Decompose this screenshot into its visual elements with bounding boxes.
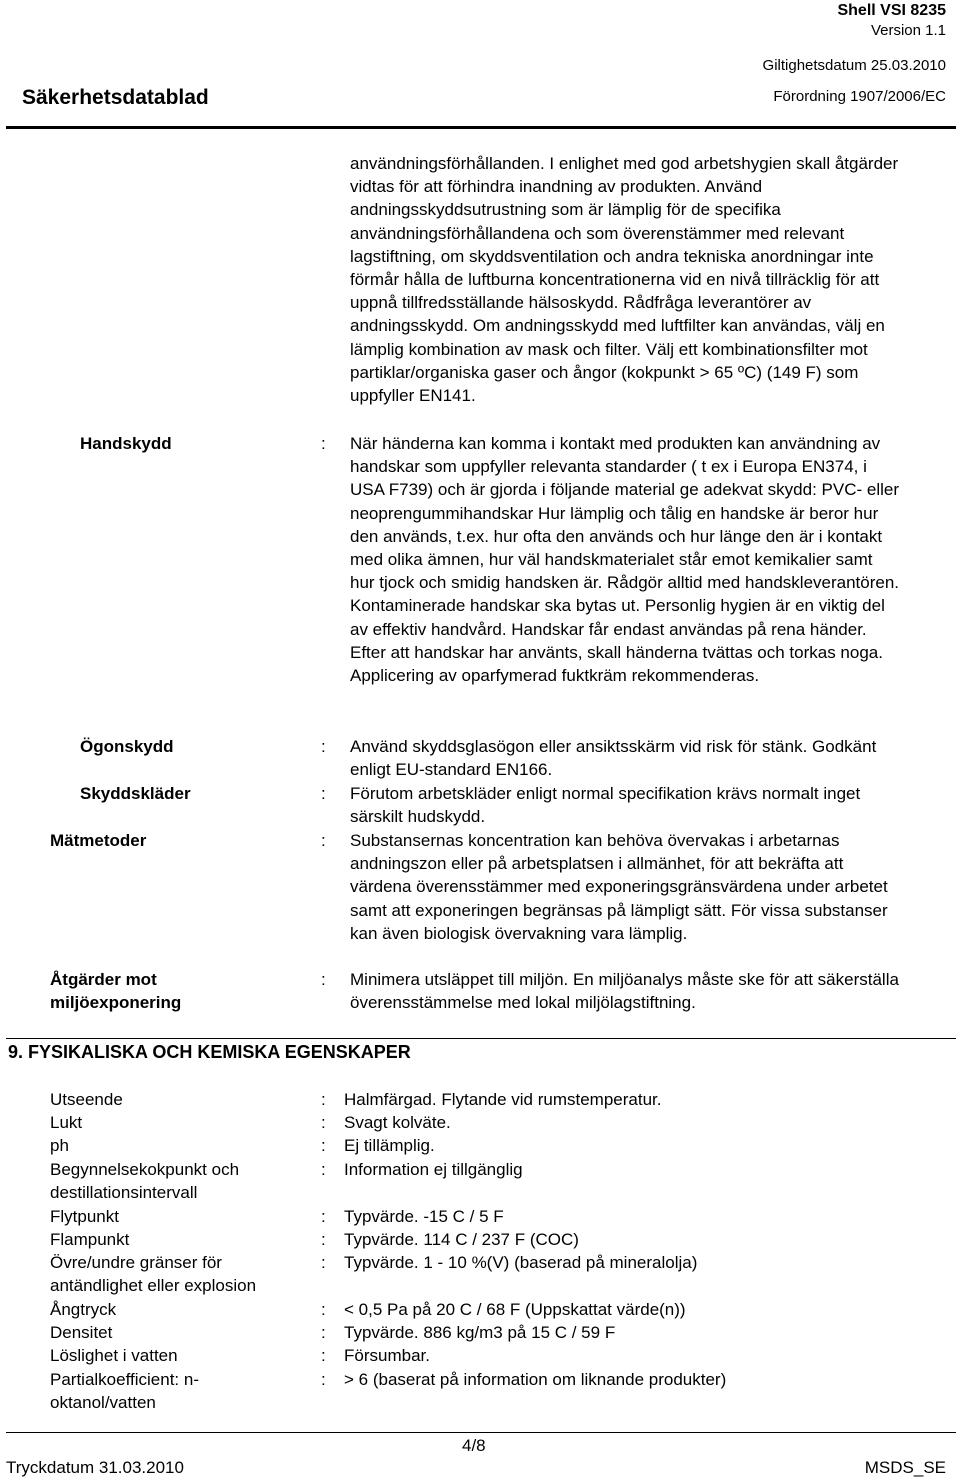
measurement-text: Substansernas koncentration kan behöva övervakas i arbetarnas andningszon eller på arbetsplatsen i allmänhet, för att bekräfta att värdena överensstämmer med exponeringsgränsvärdena under arbetet samt att exponeringen begränsas på lämpligt sätt. För vissa substanser kan även biologisk övervakning vara lämplig.	[350, 831, 888, 943]
property-label: Lukt	[50, 1113, 83, 1132]
section-title: 9. FYSIKALISKA OCH KEMISKA EGENSKAPER	[8, 1042, 411, 1062]
property-label: Löslighet i vatten	[50, 1346, 178, 1365]
validity-date: Giltighetsdatum 25.03.2010	[762, 57, 946, 74]
property-colon: :	[321, 1253, 326, 1272]
property-value: Svagt kolväte.	[344, 1113, 451, 1132]
section-divider	[6, 1038, 956, 1039]
property-label: Begynnelsekokpunkt och destillationsintervall	[50, 1160, 240, 1203]
hand-protection-text: När händerna kan komma i kontakt med produkten kan användning av handskar som uppfyller relevanta standarder ( t ex i Europa EN374, i USA F739) och är gjorda i följande material ge adekvat skydd: PVC- eller neoprengummihandskar Hur lämplig och tålig en handske är beror hur den används, t.ex. hur ofta den används och hur länge den är i kontakt med olika ämnen, hur väl handskmaterialet står emot kemikalier samt hur tjock och smidig handsken är. Rådgör alltid med handskleverantören. Kontaminerade handskar ska bytas ut. Personlig hygien är en viktig del av effektiv handvård. Handskar får endast användas på rena händer. Efter att handskar har använts, skall händerna tvättas och torkas noga. Applicering av oparfymerad fuktkräm rekommenderas.	[350, 434, 900, 686]
property-label: Partialkoefficient: n-oktanol/vatten	[50, 1370, 199, 1413]
property-label: Densitet	[50, 1323, 113, 1342]
eye-protection-colon: :	[321, 737, 326, 756]
property-label: Ångtryck	[50, 1300, 117, 1319]
property-colon: :	[321, 1230, 326, 1249]
property-colon: :	[321, 1207, 326, 1226]
print-date: Tryckdatum 31.03.2010	[6, 1458, 184, 1477]
property-colon: :	[321, 1090, 326, 1109]
document-title: Säkerhetsdatablad	[22, 86, 209, 109]
page-number: 4/8	[462, 1436, 486, 1455]
version: Version 1.1	[870, 22, 946, 39]
environmental-colon: :	[321, 970, 326, 989]
measurement-colon: :	[321, 831, 326, 850]
clothing-protection-text: Förutom arbetskläder enligt normal specifikation krävs normalt inget särskilt hudskydd.	[350, 784, 861, 827]
property-value: Typvärde. 886 kg/m3 på 15 C / 59 F	[344, 1323, 616, 1342]
property-value: Halmfärgad. Flytande vid rumstemperatur.	[344, 1090, 662, 1109]
measurement-label: Mätmetoder	[50, 831, 147, 850]
regulation: Förordning 1907/2006/EC	[773, 88, 946, 105]
property-value: Ej tillämplig.	[344, 1136, 435, 1155]
property-label: ph	[50, 1136, 69, 1155]
property-colon: :	[321, 1370, 326, 1389]
clothing-protection-label: Skyddskläder	[80, 784, 191, 803]
property-value: Typvärde. -15 C / 5 F	[344, 1207, 504, 1226]
respiratory-protection-text: användningsförhållanden. I enlighet med god arbetshygien skall åtgärder vidtas för att förhindra inandning av produkten. Använd andningsskyddsutrustning som är lämplig för de specifika användningsförhållandena och som överenstämmer med relevant lagstiftning, om skyddsventilation och andra tekniska anordningar inte förmår hålla de luftburna koncentrationerna vid en nivå tillräcklig för att uppnå tillfredsställande hälsoskydd. Rådfråga leverantörer av andningsskydd. Om andningsskydd med luftfilter kan användas, välj en lämplig kombination av mask och filter. Välj ett kombinationsfilter mot partiklar/organiska gaser och ångor (kokpunkt > 65 ºC) (149 F) som uppfyller EN141.	[350, 154, 899, 406]
hand-protection-label: Handskydd	[80, 434, 172, 453]
property-value: > 6 (baserat på information om liknande produkter)	[344, 1370, 727, 1389]
product-name: Shell VSI 8235	[837, 2, 946, 19]
clothing-protection-colon: :	[321, 784, 326, 803]
footer-divider	[6, 1432, 956, 1433]
document-id: MSDS_SE	[864, 1458, 946, 1477]
header-divider	[6, 126, 956, 129]
property-value: Försumbar.	[344, 1346, 430, 1365]
environmental-text: Minimera utsläppet till miljön. En miljöanalys måste ske för att säkerställa överensstämmelse med lokal miljölagstiftning.	[350, 970, 899, 1013]
property-colon: :	[321, 1300, 326, 1319]
property-colon: :	[321, 1160, 326, 1179]
property-value: Typvärde. 114 C / 237 F (COC)	[344, 1230, 579, 1249]
eye-protection-label: Ögonskydd	[80, 737, 174, 756]
property-label: Flytpunkt	[50, 1207, 119, 1226]
property-value: < 0,5 Pa på 20 C / 68 F (Uppskattat värde(n))	[344, 1300, 686, 1319]
property-value: Typvärde. 1 - 10 %(V) (baserad på mineralolja)	[344, 1253, 698, 1272]
property-label: Övre/undre gränser för antändlighet eller explosion	[50, 1253, 257, 1296]
environmental-label: Åtgärder mot miljöexponering	[50, 970, 182, 1013]
property-colon: :	[321, 1136, 326, 1155]
hand-protection-colon: :	[321, 434, 326, 453]
property-colon: :	[321, 1323, 326, 1342]
property-colon: :	[321, 1113, 326, 1132]
property-value: Information ej tillgänglig	[344, 1160, 523, 1179]
property-label: Utseende	[50, 1090, 123, 1109]
property-colon: :	[321, 1346, 326, 1365]
property-label: Flampunkt	[50, 1230, 130, 1249]
eye-protection-text: Använd skyddsglasögon eller ansiktsskärm vid risk för stänk. Godkänt enligt EU-standard EN166.	[350, 737, 877, 780]
